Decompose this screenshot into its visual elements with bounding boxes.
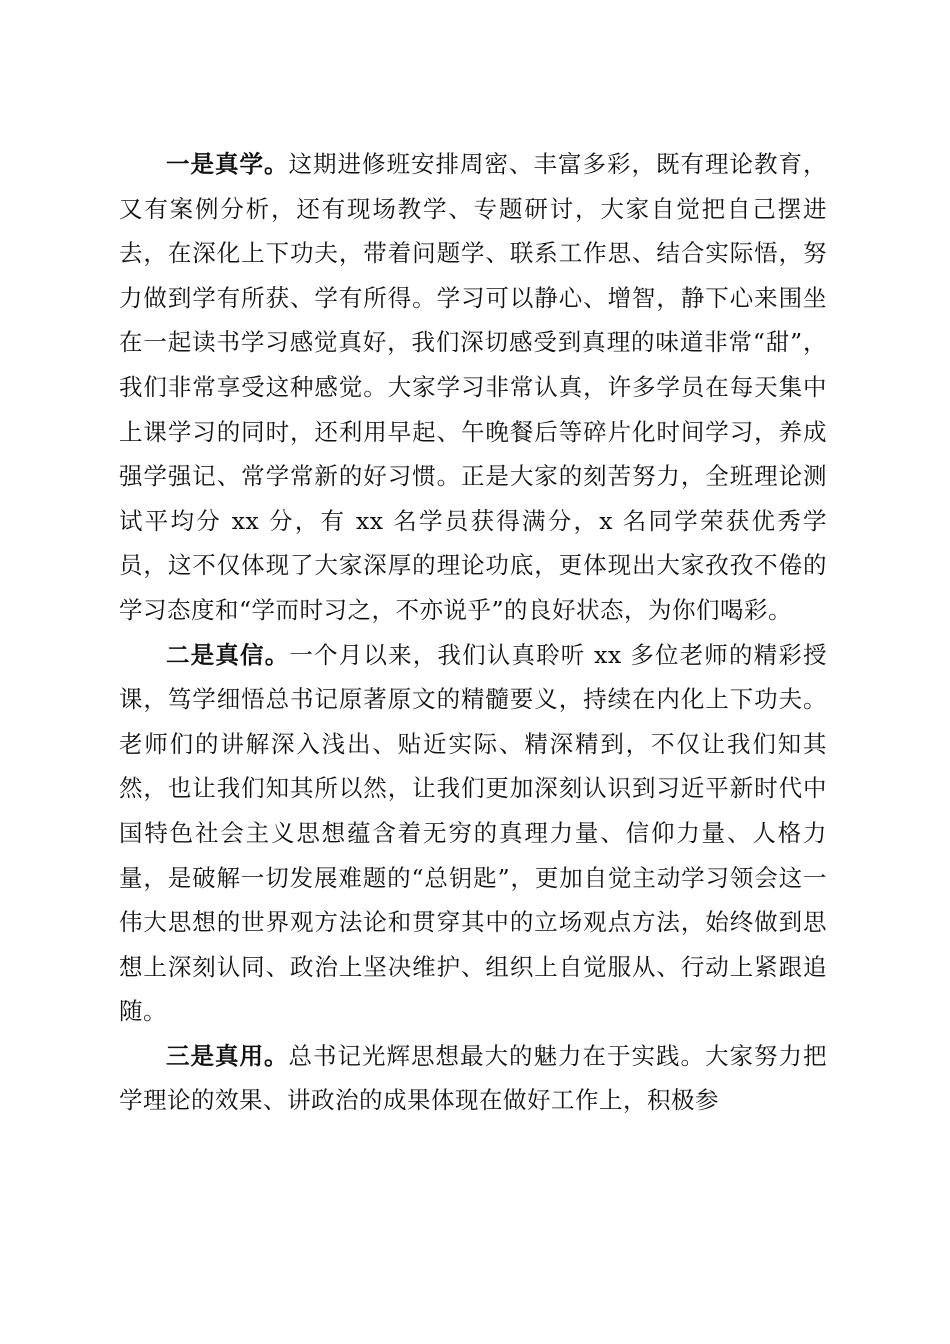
paragraph-true-belief xyxy=(119,633,827,1034)
paragraph-text: 一个月以来，我们认真聆听 xx 多位老师的精彩授课，笃学细悟总书记原著原文的精髓要义，持续在内化上下功夫。老师们的讲解深入浅出、贴近实际、精深精到，不仅让我们知其然，也让我们知其所以然，让我们更加深刻认识到习近平新时代中国特色社会主义思想蕴含着无穷的真理力量、信仰力量、人格力量，是破解一切发展难题的“总钥匙”，更加自觉主动学习领会这一伟大思想的世界观方法论和贯穿其中的立场观点方法，始终做到思想上深刻认同、政治上坚决维护、组织上自觉服从、行动上紧跟追随。 xyxy=(119,640,827,1026)
paragraph-lead: 三是真用。 xyxy=(166,1041,289,1070)
document-body xyxy=(119,142,827,1123)
paragraph-text: 这期进修班安排周密、丰富多彩，既有理论教育，又有案例分析，还有现场教学、专题研讨，大家自觉把自己摆进去，在深化上下功夫，带着问题学、联系工作思、结合实际悟，努力做到学有所获、学有所得。学习可以静心、增智，静下心来围坐在一起读书学习感觉真好，我们深切感受到真理的味道非常“甜”，我们非常享受这种感觉。大家学习非常认真，许多学员在每天集中上课学习的同时，还利用早起、午晚餐后等碎片化时间学习，养成强学强记、常学常新的好习惯。正是大家的刻苦努力，全班理论测试平均分 xx 分，有 xx 名学员获得满分，x 名同学荣获优秀学员，这不仅体现了大家深厚的理论功底，更体现出大家孜孜不倦的学习态度和“学而时习之，不亦说乎”的良好状态，为你们喝彩。 xyxy=(119,150,827,624)
paragraph-true-learning xyxy=(119,142,827,633)
paragraph-true-use xyxy=(119,1034,827,1123)
paragraph-lead: 二是真信。 xyxy=(166,640,290,669)
paragraph-lead: 一是真学。 xyxy=(166,150,289,178)
paragraph-text: 总书记光辉思想最大的魅力在于实践。大家努力把学理论的效果、讲政治的成果体现在做好工作上，积极参 xyxy=(119,1041,827,1115)
